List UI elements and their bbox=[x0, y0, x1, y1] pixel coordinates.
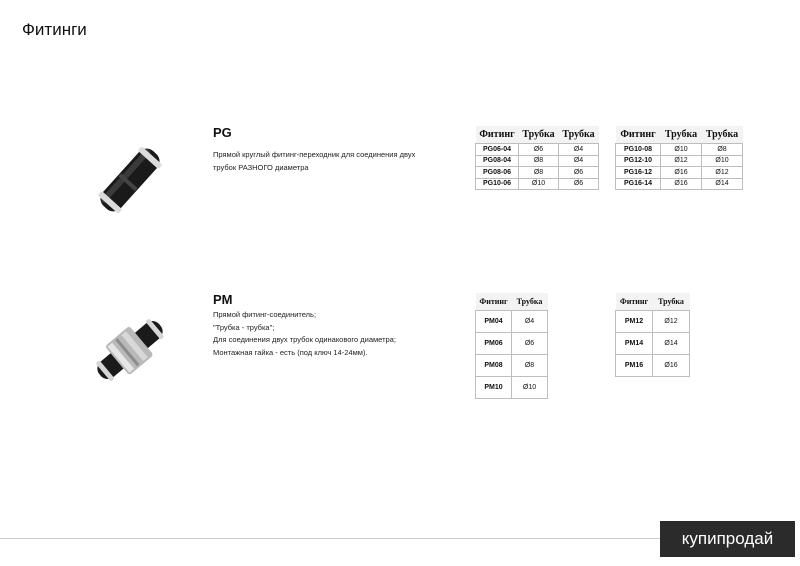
pg-header-fitting: Фитинг bbox=[616, 126, 661, 144]
table-row: PG12-10 Ø12 Ø10 bbox=[616, 155, 743, 167]
pg-code: PG bbox=[213, 125, 232, 140]
pg-description-line: Прямой круглый фитинг-переходник для соединения двух bbox=[213, 150, 416, 159]
pm-header-tube: Трубка bbox=[512, 293, 548, 311]
table-row: PG10-06 Ø10 Ø6 bbox=[476, 178, 599, 190]
table-row: PM10 Ø10 bbox=[476, 377, 548, 399]
pm-description-line: Прямой фитинг-соединитель; bbox=[213, 310, 317, 319]
table-row: PG08-04 Ø8 Ø4 bbox=[476, 155, 599, 167]
table-row: PG16-14 Ø16 Ø14 bbox=[616, 178, 743, 190]
pm-code: PM bbox=[213, 292, 233, 307]
table-row: PM12 Ø12 bbox=[616, 311, 690, 333]
pm-header-fitting: Фитинг bbox=[616, 293, 653, 311]
pg-table-2 bbox=[615, 126, 743, 190]
pg-header-tube: Трубка bbox=[519, 126, 559, 144]
table-row: PG10-08 Ø10 Ø8 bbox=[616, 144, 743, 156]
pg-description bbox=[213, 149, 415, 174]
table-row: PG06-04 Ø6 Ø4 bbox=[476, 144, 599, 156]
pg-fitting-image bbox=[85, 135, 175, 225]
pm-fitting-image bbox=[85, 305, 175, 395]
table-row: PM06 Ø6 bbox=[476, 333, 548, 355]
table-row: PM04 Ø4 bbox=[476, 311, 548, 333]
table-row: PM08 Ø8 bbox=[476, 355, 548, 377]
pg-header-tube: Трубка bbox=[661, 126, 702, 144]
pm-description-line: "Трубка - трубка"; bbox=[213, 322, 275, 332]
table-row: PM16 Ø16 bbox=[616, 355, 690, 377]
pg-table-1 bbox=[475, 126, 599, 190]
pm-description bbox=[213, 309, 396, 359]
pm-table-2 bbox=[615, 293, 690, 377]
pg-header-tube: Трубка bbox=[702, 126, 743, 144]
pm-header-fitting: Фитинг bbox=[476, 293, 512, 311]
pm-table-1 bbox=[475, 293, 548, 399]
table-row: PM14 Ø14 bbox=[616, 333, 690, 355]
pg-header-fitting: Фитинг bbox=[476, 126, 519, 144]
table-row: PG16-12 Ø16 Ø12 bbox=[616, 167, 743, 179]
pg-description-line: трубок РАЗНОГО диаметра bbox=[213, 162, 309, 172]
pg-header-tube: Трубка bbox=[559, 126, 599, 144]
table-row: PG08-06 Ø8 Ø6 bbox=[476, 167, 599, 179]
pm-description-line: Монтажная гайка - есть (под ключ 14-24мм). bbox=[213, 347, 368, 357]
watermark-badge: купипродай bbox=[660, 521, 795, 557]
pm-header-tube: Трубка bbox=[653, 293, 690, 311]
pm-description-line: Для соединения двух трубок одинакового диаметра; bbox=[213, 335, 396, 344]
page-title: Фитинги bbox=[22, 20, 87, 39]
footer-divider bbox=[0, 538, 660, 539]
